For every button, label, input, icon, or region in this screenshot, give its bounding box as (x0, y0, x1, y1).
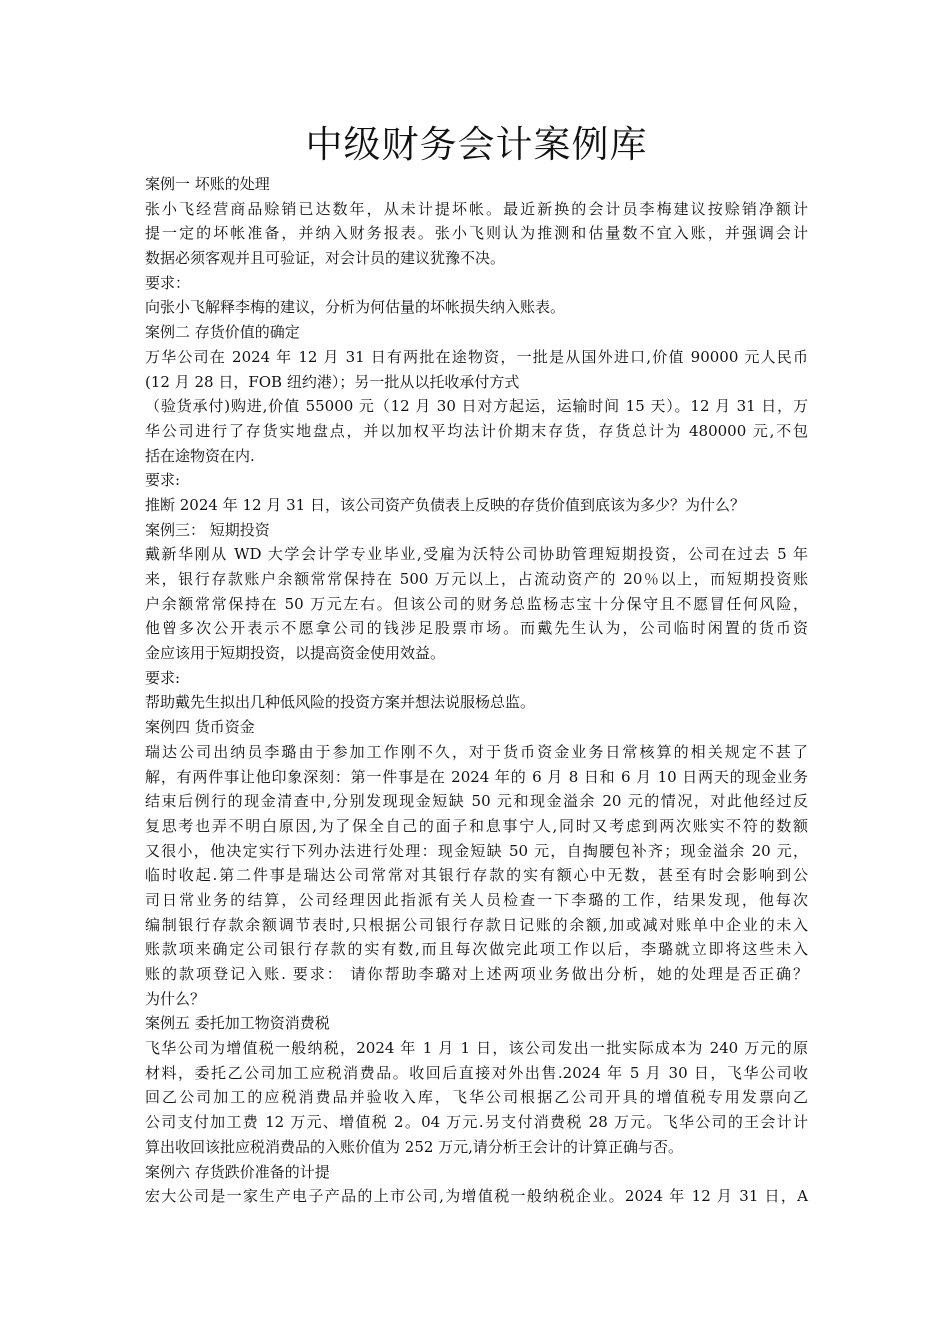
text-line: 材料，委托乙公司加工应税消费品。收回后直接对外出售.2024 年 5 月 30 日，飞华公司收 (145, 1063, 808, 1082)
text-line: 戴新华刚从 WD 大学会计学专业毕业,受雇为沃特公司协助管理短期投资，公司在过去 5 年 (145, 545, 808, 564)
text-line: 瑞达公司出纳员李璐由于参加工作刚不久，对于货币资金业务日常核算的相关规定不甚了 (145, 742, 808, 761)
text-line: 户余额常常保持在 50 万元左右。但该公司的财务总监杨志宝十分保守且不愿冒任何风险， (145, 594, 808, 613)
text-line: 华公司进行了存货实地盘点，并以加权平均法计价期末存货，存货总计为 480000 元,不包 (145, 421, 808, 440)
section-heading: 案例三： 短期投资 (145, 520, 270, 539)
text-line: 复思考也弄不明白原因,为了保全自己的面子和息事宁人,同时又考虑到两次账实不符的数额 (145, 816, 808, 835)
section-heading: 要求: (145, 668, 181, 687)
text-line: 向张小飞解释李梅的建议，分析为何估量的坏帐损失纳入账表。 (145, 298, 566, 317)
text-line: 账的款项登记入账. 要求： 请你帮助李璐对上述两项业务做出分析，她的处理是否正确？ (145, 965, 808, 983)
text-line: 帮助戴先生拟出几种低风险的投资方案并想法说服杨总监。 (145, 693, 536, 712)
text-line: 又很小，他决定实行下列办法进行处理：现金短缺 50 元，自掏腰包补齐；现金溢余 20 元， (145, 841, 808, 860)
text-line: 万华公司在 2024 年 12 月 31 日有两批在途物资，一批是从国外进口,价值 90000 元人民币 (145, 347, 808, 366)
text-line: 他曾多次公开表示不愿拿公司的钱涉足股票市场。而戴先生认为，公司临时闲置的货币资 (145, 619, 808, 638)
text-line: 账款项来确定公司银行存款的实有数,而且每次做完此项工作以后，李璐就立即将这些未入 (145, 940, 808, 959)
text-line: 公司支付加工费 12 万元、增值税 2。04 万元.另支付消费税 28 万元。飞华公司的王会计计 (145, 1113, 808, 1132)
text-line: 司日常业务的结算，公司经理因此指派有关人员检查一下李璐的工作，结果发现，他每次 (145, 890, 808, 909)
document-body (145, 172, 808, 1209)
text-line: 结束后例行的现金清查中,分别发现现金短缺 50 元和现金溢余 20 元的情况，对此他经过反 (145, 792, 808, 811)
text-line: 推断 2024 年 12 月 31 日，该公司资产负债表上反映的存货价值到底该为多少？为什么？ (145, 495, 745, 514)
text-line: (12 月 28 日，FOB 纽约港）；另一批从以托收承付方式 (145, 372, 520, 391)
text-line: 张小飞经营商品赊销已达数年，从未计提坏帐。最近新换的会计员李梅建议按赊销净额计 (145, 199, 808, 218)
section-heading: 案例二 存货价值的确定 (145, 323, 300, 342)
section-heading: 案例一 坏账的处理 (145, 175, 270, 193)
section-heading: 案例六 存货跌价准备的计提 (145, 1162, 330, 1181)
text-line: 飞华公司为增值税一般纳税，2024 年 1 月 1 日，该公司发出一批实际成本为 240 万元的原 (145, 1039, 808, 1058)
section-heading: 案例五 委托加工物资消费税 (145, 1014, 330, 1033)
section-heading: 要求： (145, 273, 191, 292)
text-line: 编制银行存款余额调节表时,只根据公司银行存款日记账的余额,加或减对账单中企业的未入 (145, 915, 808, 934)
text-line: 回乙公司加工的应税消费品并验收入库，飞华公司根据乙公司开具的增值税专用发票向乙 (145, 1088, 808, 1107)
text-line: 临时收起.第二件事是瑞达公司常常对其银行存款的实有额心中无数，甚至有时会影响到公 (145, 866, 808, 885)
document-title: 中级财务会计案例库 (305, 123, 648, 166)
section-heading: 案例四 货币资金 (145, 718, 255, 737)
text-line: （验货承付)购进,价值 55000 元（12 月 30 日对方起运，运输时间 15 天）。12 月 31 日，万 (145, 397, 808, 416)
text-line: 来，银行存款账户余额常常保持在 500 万元以上，占流动资产的 20％以上，而短期投资账 (145, 570, 808, 588)
document-page (145, 118, 808, 1209)
text-line: 括在途物资在内. (145, 446, 255, 465)
section-heading: 要求: (145, 471, 181, 490)
text-line: 算出收回该批应税消费品的入账价值为 252 万元,请分析王会计的计算正确与否。 (145, 1137, 683, 1156)
text-line: 为什么？ (145, 989, 206, 1008)
text-line: 金应该用于短期投资，以提高资金使用效益。 (145, 644, 446, 663)
text-line: 提一定的坏帐准备，并纳入财务报表。张小飞则认为推测和估量数不宜入账，并强调会计 (145, 224, 808, 243)
text-line: 解，有两件事让他印象深刻：第一件事是在 2024 年的 6 月 8 日和 6 月 10 日两天的现金业务 (145, 767, 808, 786)
text-line: 宏大公司是一家生产电子产品的上市公司,为增值税一般纳税企业。2024 年 12 月 31 日，A (145, 1187, 808, 1206)
text-line: 数据必须客观并且可验证，对会计员的建议犹豫不决。 (145, 249, 506, 268)
